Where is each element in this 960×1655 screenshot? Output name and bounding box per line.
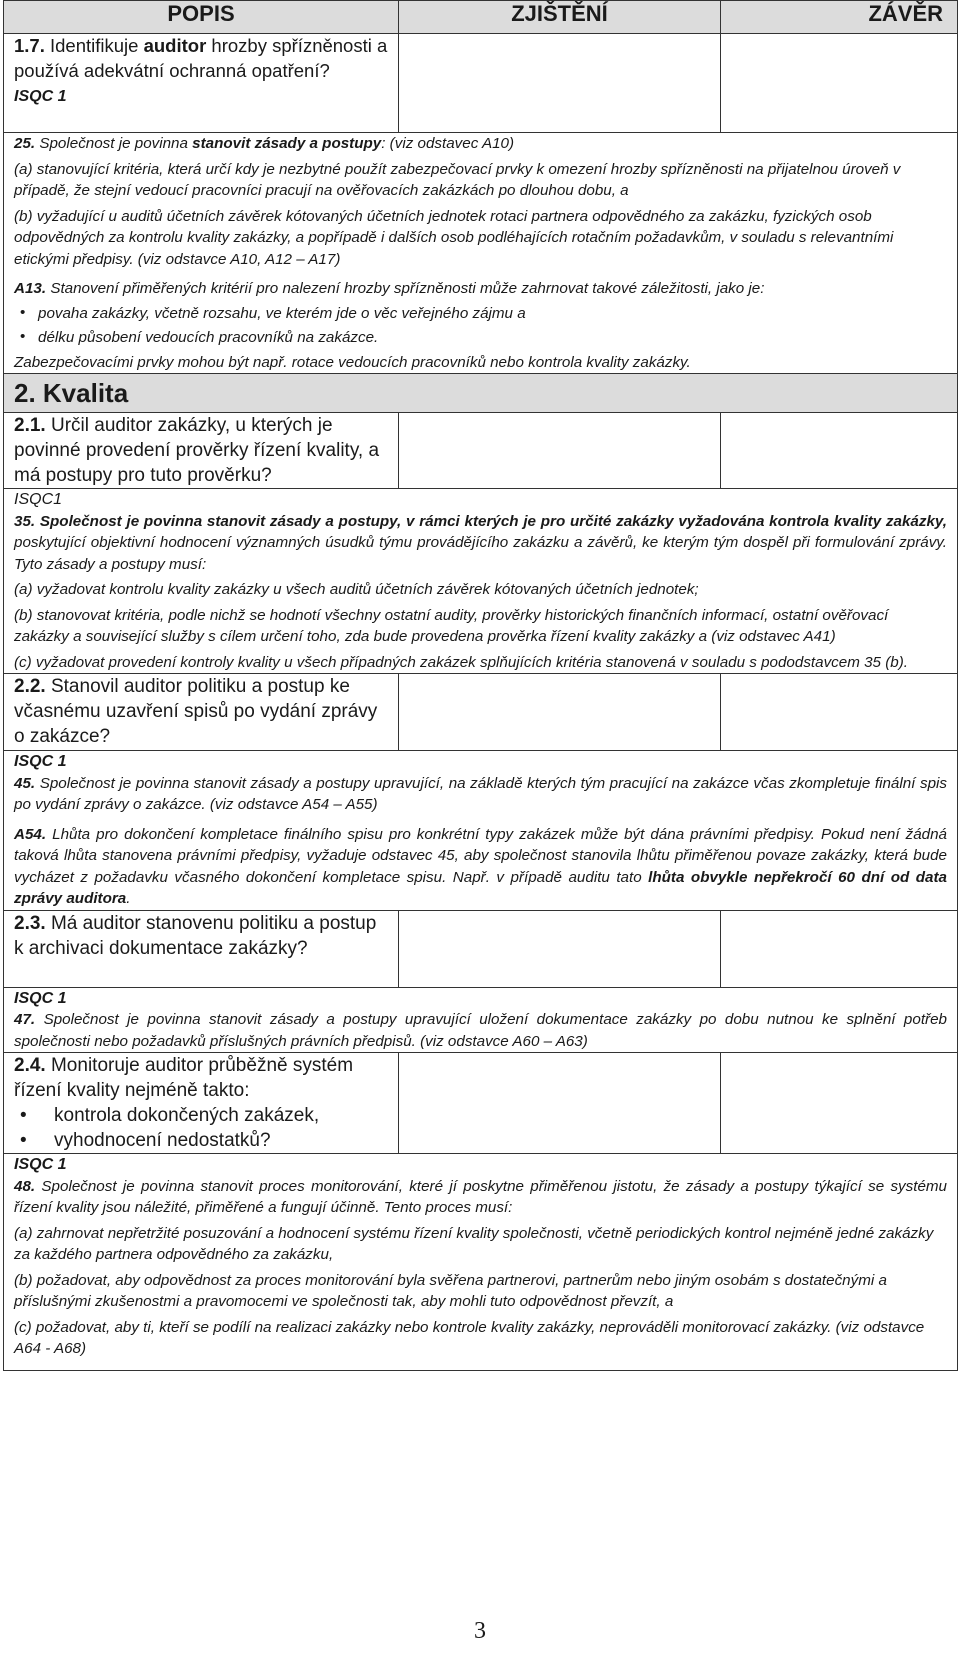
isqc-ref: ISQC 1: [14, 88, 67, 105]
standard-text-45: ISQC 1 45. Společnost je povinna stanovit zásady a postupy upravující, na základě kterých tým pracující na zakázce včas zkompletuje finální spis po vydání zprávy o zakázce. (viz odstavce A54 – A55) A54. Lhůta pro dokončení kompletace finálního spisu pro konkrétní typy zakázek může být dána právními předpisy. Pokud není žádná taková lhůta stanovena právními předpisy, vyžaduje odstavec 45, aby společnost stanovila lhůtu přiměřenou povaze zakázky, která bude vycházet z požadavku včasného dokončení kompletace spisu. Např. v případě auditu tato lhůta obvykle nepřekročí 60 dní od data zprávy auditora.: [4, 751, 958, 911]
header-popis: POPIS: [4, 1, 399, 34]
audit-checklist-table: [3, 0, 958, 1371]
standard-text-35: ISQC1 35. Společnost je povinna stanovit zásady a postupy, v rámci kterých je pro určité zakázky vyžadována kontrola kvality zakázky, poskytující objektivní hodnocení významných úsudků týmu provádějícího zakázku a závěrů, ke kterým tým dospěl při formulování zprávy. Tyto zásady a postupy musí: (a) vyžadovat kontrolu kvality zakázky u všech auditů účetních závěrek kótovaných účetních jednotek; (b) stanovovat kritéria, podle nichž se hodnotí všechny ostatní audity, prověrky historických finančních informací, ostatní ověřovací zakázky a související služby s cílem určení toho, zda bude provedena prověrka řízení kvality zakázky a (viz odstavec A41) (c) vyžadovat provedení kontroly kvality u všech případných zakázek splňujících kritéria stanovená v souladu s pododstavcem 35 (b).: [4, 489, 958, 674]
finding-cell[interactable]: [399, 1053, 721, 1154]
header-zaver: ZÁVĚR: [721, 1, 958, 34]
question-2-4-bullets: [14, 1103, 388, 1153]
question-2-2: 2.2. Stanovil auditor politiku a postup ke včasnému uzavření spisů po vydání zprávy o zakázce?: [4, 674, 399, 751]
conclusion-cell[interactable]: [721, 674, 958, 751]
section-row-2: [4, 374, 958, 413]
standard-row-35: [4, 489, 958, 674]
a13-bullet-list: [14, 303, 947, 349]
finding-cell[interactable]: [399, 910, 721, 987]
standard-text-48: ISQC 1 48. Společnost je povinna stanovit proces monitorování, které jí poskytne přiměřenou jistotu, že zásady a postupy týkající se systému řízení kvality jsou náležité, přiměřené a fungují účinně. Tento proces musí: (a) zahrnovat nepřetržité posuzování a hodnocení systému řízení kvality společnosti, včetně periodických kontrol nejméně jedné zakázky za každého partnera odpovědného za zakázku, (b) požadovat, aby odpovědnost za proces monitorování byla svěřena partnerovi, partnerům nebo jiným osobám s dostatečnými a příslušnými zkušenostmi a pravomocemi ve společnosti tak, aby mohli tuto odpovědnost převzít, a (c) požadovat, aby ti, kteří se podílí na realizaci zakázky nebo kontrole kvality zakázky, neprováděli monitorovací zakázky. (viz odstavce A64 - A68): [4, 1154, 958, 1371]
conclusion-cell[interactable]: [721, 413, 958, 489]
question-1-7: 1.7. Identifikuje auditor hrozby spřízněnosti a používá adekvátní ochranná opatření? ISQC 1: [4, 34, 399, 133]
standard-row-45: [4, 751, 958, 911]
standard-row-47: [4, 987, 958, 1053]
standard-row-48: [4, 1154, 958, 1371]
list-item: • délku působení vedoucích pracovníků na zakázce.: [14, 327, 947, 349]
section-title-kvalita: 2. Kvalita: [4, 374, 958, 413]
question-2-4: 2.4. Monitoruje auditor průběžně systém řízení kvality nejméně takto: • kontrola dokončených zakázek, • vyhodnocení nedostatků?: [4, 1053, 399, 1154]
finding-cell[interactable]: [399, 674, 721, 751]
finding-cell[interactable]: [399, 413, 721, 489]
question-row-2-3: [4, 910, 958, 987]
standard-text-47: ISQC 1 47. Společnost je povinna stanovit zásady a postupy upravující uložení dokumentace zakázky po dobu nutnou ke splnění potřeb společnosti nebo požadavků příslušných právních předpisů. (viz odstavce A60 – A63): [4, 987, 958, 1053]
page-number: 3: [474, 1618, 486, 1644]
finding-cell[interactable]: [399, 34, 721, 133]
header-zjisteni: ZJIŠTĚNÍ: [399, 1, 721, 34]
list-item: • vyhodnocení nedostatků?: [14, 1128, 388, 1153]
question-2-1: 2.1. Určil auditor zakázky, u kterých je povinné provedení prověrky řízení kvality, a má postupy pro tuto prověrku?: [4, 413, 399, 489]
question-2-3: 2.3. Má auditor stanovenu politiku a postup k archivaci dokumentace zakázky?: [4, 910, 399, 987]
question-row-1-7: [4, 34, 958, 133]
list-item: • povaha zakázky, včetně rozsahu, ve kterém jde o věc veřejného zájmu a: [14, 303, 947, 325]
standard-row-25: [4, 133, 958, 374]
question-row-2-2: [4, 674, 958, 751]
conclusion-cell[interactable]: [721, 910, 958, 987]
conclusion-cell[interactable]: [721, 34, 958, 133]
list-item: • kontrola dokončených zakázek,: [14, 1103, 388, 1128]
standard-text-25: 25. Společnost je povinna stanovit zásady a postupy: (viz odstavec A10) (a) stanovující kritéria, která určí kdy je nezbytné použít zabezpečovací prvky k omezení hrozby spřízněnosti na přijatelnou úroveň v případě, že stejní vedoucí pracovníci pracují na ověřovacích zakázkách po dlouhou dobu, a (b) vyžadující u auditů účetních závěrek kótovaných účetních jednotek rotaci partnera odpovědného za zakázku, fyzických osob odpovědných za kontrolu kvality zakázky, a popřípadě i dalších osob podléhajících rotačním požadavkům, v souladu s relevantními etickými předpisy. (viz odstavce A10, A12 – A17) A13. Stanovení přiměřených kritérií pro nalezení hrozby spřízněnosti může zahrnovat takové záležitosti, jako je: • povaha zakázky, včetně rozsahu, ve kterém jde o věc veřejného zájmu a • délku působení vedoucích pracovníků na zakázce. Zabezpečovacími prvky mohou být např. rotace vedoucích pracovníků nebo kontrola kvality zakázky.: [4, 133, 958, 374]
question-row-2-1: [4, 413, 958, 489]
header-row: [4, 1, 958, 34]
question-row-2-4: [4, 1053, 958, 1154]
conclusion-cell[interactable]: [721, 1053, 958, 1154]
